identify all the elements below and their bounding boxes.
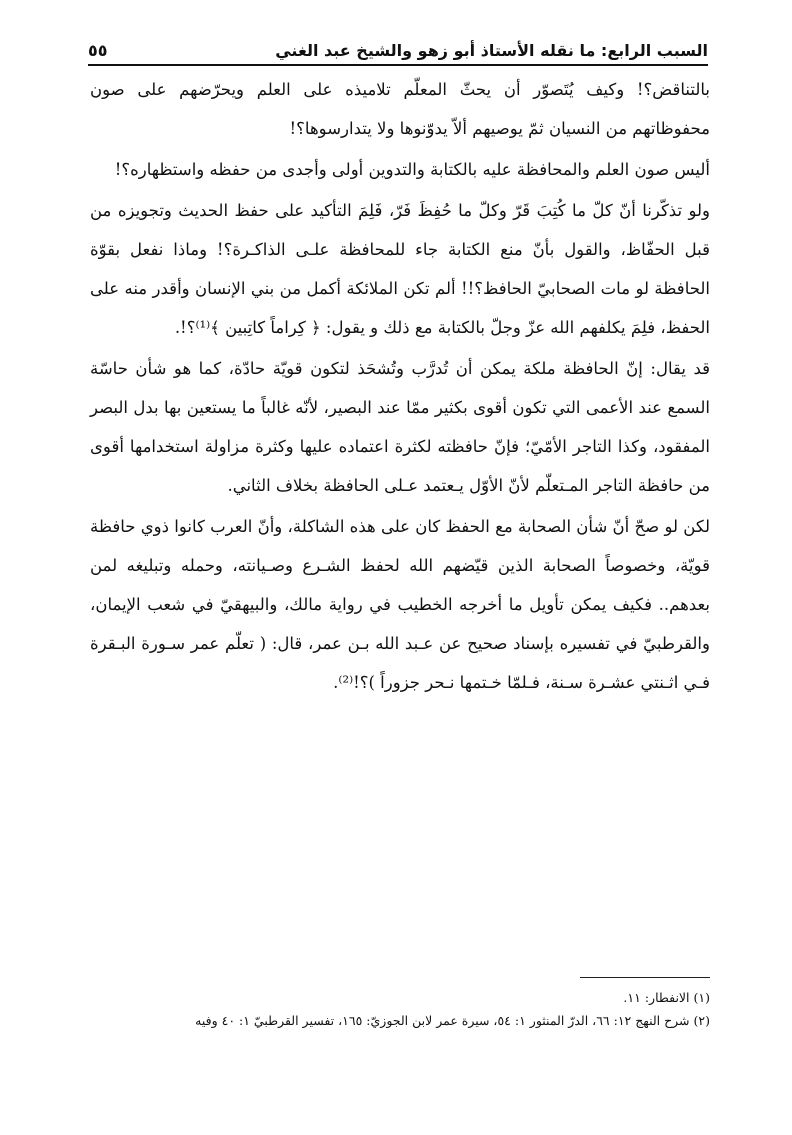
running-header <box>88 32 708 60</box>
paragraph-3: ولو تذكّرنا أنّ كلّ ما كُتِبَ قَرّ وكلّ ما حُفِظَ فَرّ، فَلِمَ التأكيد على حفظ الحديث وتجويزه من قبل الحفّاظ، والقول بأنّ منع الكتابة جاء للمحافظة علـى الذاكـرة؟! وماذا نفعل بقوّة الحافظة لو مات الصحابيّ الحافظ؟!! ألم تكن الملائكة أكمل من بني الإنسان وأقدر منه على الحفظ، فلِمَ يكلفهم الله عزّ وجلّ بالكتابة مع ذلك و يقول: ﴿ كِراماً كاتِبين ﴾⁽¹⁾؟!. <box>90 201 710 337</box>
footnote-2: (٢) شرح النهج ١٢: ٦٦، الدرّ المنثور ١: ٥٤، سيرة عمر لابن الجوزيّ: ١٦٥، تفسير القرطبيّ ١: ٤٠ وفيه <box>195 1013 710 1028</box>
paragraph-2: أليس صون العلم والمحافظة عليه بالكتابة والتدوين أولى وأجدى من حفظه واستظهاره؟! <box>114 160 710 179</box>
footnote-separator <box>580 977 710 978</box>
footnotes <box>90 986 710 1032</box>
page-number: ٥٥ <box>88 41 108 60</box>
paragraph-1: بالتناقض؟! وكيف يُتَصوّر أن يحثّ المعلّم تلاميذه على العلم ويحرّضهم على صون محفوظاتهم من النسيان ثمّ يوصيهم ألاّ يدوّنوها ولا يتدارسوها؟! <box>90 80 710 138</box>
paragraph-4: قد يقال: إنّ الحافظة ملكة يمكن أن تُدرَّب وتُشحَذ لتكون قويّة حادّة، كما هو شأن حاسّة السمع عند الأعمى التي تكون أقوى بكثير ممّا عند البصير، لأنّه غالباً ما يستعين بها بدل البصر المفقود، وكذا التاجر الأمّيّ؛ فإنّ حافظته لكثرة اعتماده عليها وكثرة مزاولة استخدامها أقوى من حافظة التاجر المـتعلّم لأنّ الأوّل يـعتمد عـلى الحافظة بخلاف الثاني. <box>90 359 710 495</box>
footnote-1: (١) الانفطار: ١١. <box>623 990 710 1005</box>
paragraph-5: لكن لو صحّ أنّ شأن الصحابة مع الحفظ كان على هذه الشاكلة، وأنّ العرب كانوا ذوي حافظة قويّة، وخصوصاً الصحابة الذين قيّضهم الله لحفظ الشـرع وصـيانته، وحمله وتبليغه لمن بعدهم.. فكيف يمكن تأويل ما أخرجه الخطيب في رواية مالك، والبيهقيّ في شعب الإيمان، والقرطبيّ في تفسيره بإسناد صحيح عن عـبد الله بـن عمر، قال: ( تعلّم عمر سـورة البـقرة فـي اثـنتي عشـرة سـنة، فـلمّا خـتمها نـحر جزوراً )؟!⁽²⁾. <box>90 517 710 692</box>
header-rule <box>88 64 708 66</box>
body-text <box>90 70 710 702</box>
header-title: السبب الرابع: ما نقله الأستاذ أبو زهو والشيخ عبد الغني <box>275 41 708 60</box>
